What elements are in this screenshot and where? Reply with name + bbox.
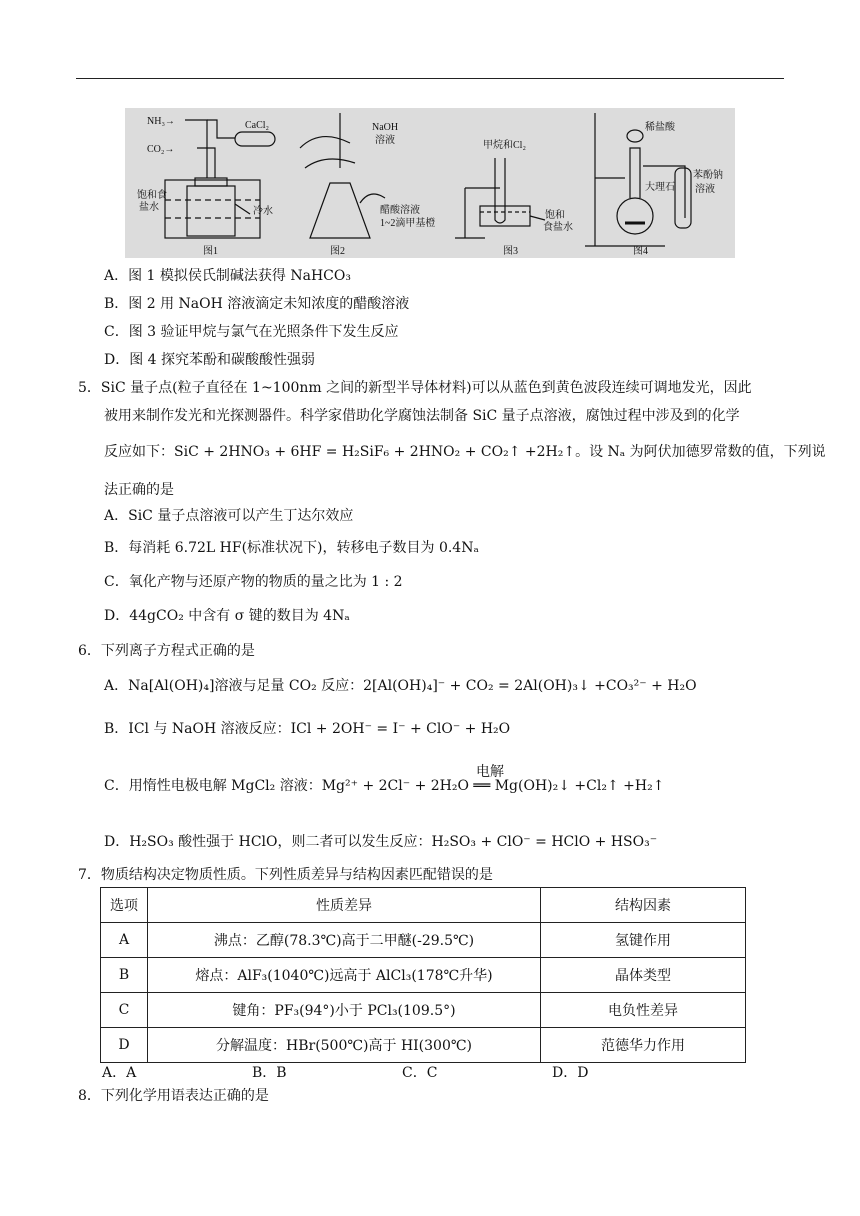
q4-option-b: B．图 2 用 NaOH 溶液滴定未知浓度的醋酸溶液: [104, 296, 410, 312]
label-methyl-orange: 1~2滴甲基橙: [380, 218, 436, 229]
q4-option-a: A．图 1 模拟侯氏制碱法获得 NaHCO₃: [104, 268, 351, 284]
table-cell: C: [101, 993, 148, 1028]
q6-option-c: C．用惰性电极电解 MgCl₂ 溶液：Mg²⁺ + 2Cl⁻ + 2H₂O ══ Mg(OH)₂↓ +Cl₂↑ +H₂↑: [104, 778, 665, 794]
label-cacl2: CaCl₂: [245, 120, 270, 131]
label-sat-brine: 食盐水: [543, 222, 573, 233]
q4-option-c: C．图 3 验证甲烷与氯气在光照条件下发生反应: [104, 324, 399, 340]
q5-option-c: C．氧化产物与还原产物的物质的量之比为 1 : 2: [104, 574, 403, 590]
q5-option-a: A．SiC 量子点溶液可以产生丁达尔效应: [104, 508, 354, 524]
q5-stem-line3: 反应如下：SiC + 2HNO₃ + 6HF = H₂SiF₆ + 2HNO₂ + CO₂↑ +2H₂↑。设 Nₐ 为阿伏加德罗常数的值，下列说: [104, 444, 826, 460]
q7-answer-options: [102, 1063, 702, 1083]
table-cell: 电负性差异: [541, 993, 746, 1028]
table-header-row: [101, 888, 746, 923]
q6-option-b: B．ICl 与 NaOH 溶液反应：ICl + 2OH⁻ = I⁻ + ClO⁻ + H₂O: [104, 721, 511, 737]
caption-fig1: 图1: [203, 246, 218, 257]
table-cell: 晶体类型: [541, 958, 746, 993]
label-nh3: NH₃→: [147, 116, 175, 127]
label-sat: 饱和: [545, 210, 565, 221]
table-cell: 范德华力作用: [541, 1028, 746, 1063]
q7-answer-c: C．C: [402, 1065, 438, 1081]
table-cell: 氢键作用: [541, 923, 746, 958]
label-cold-water: 冷水: [253, 206, 273, 217]
label-naoh-solution: 溶液: [375, 135, 395, 146]
table-cell: 熔点：AlF₃(1040℃)远高于 AlCl₃(178℃升华): [148, 958, 541, 993]
table-cell: 沸点：乙醇(78.3℃)高于二甲醚(-29.5℃): [148, 923, 541, 958]
electrolysis-label: 电解: [476, 764, 504, 780]
table-header-cell: 选项: [101, 888, 148, 923]
q8-stem: 8．下列化学用语表达正确的是: [78, 1088, 269, 1104]
table-row: [101, 1028, 746, 1063]
label-marble: 大理石: [645, 182, 675, 193]
label-methane: 甲烷和Cl₂: [483, 140, 526, 151]
table-row: [101, 993, 746, 1028]
header-rule: [76, 78, 784, 79]
label-phenol: 苯酚钠: [693, 170, 723, 181]
q6-stem: 6．下列离子方程式正确的是: [78, 643, 255, 659]
q7-answer-b: B．B: [252, 1065, 287, 1081]
label-naoh: NaOH: [372, 122, 399, 133]
label-co2: CO₂→: [147, 144, 175, 155]
table-header-cell: 性质差异: [148, 888, 541, 923]
q7-table: [100, 887, 746, 1063]
table-cell: 分解温度：HBr(500℃)高于 HI(300℃): [148, 1028, 541, 1063]
label-phenol-solution: 溶液: [695, 184, 715, 195]
label-hcl: 稀盐酸: [645, 122, 675, 133]
label-acetic: 醋酸溶液: [380, 205, 420, 216]
apparatus-illustration: [125, 108, 735, 258]
q6-option-d: D．H₂SO₃ 酸性强于 HClO，则二者可以发生反应：H₂SO₃ + ClO⁻ = HClO + HSO₃⁻: [104, 834, 658, 850]
table-cell: D: [101, 1028, 148, 1063]
q5-stem-line1: 5．SiC 量子点(粒子直径在 1~100nm 之间的新型半导体材料)可以从蓝色到黄色波段连续可调地发光，因此: [78, 380, 752, 396]
table-row: [101, 923, 746, 958]
apparatus-figure: [125, 108, 735, 258]
q5-stem-line4: 法正确的是: [104, 482, 174, 498]
caption-fig4: 图4: [633, 246, 648, 257]
table-header-cell: 结构因素: [541, 888, 746, 923]
label-brine: 饱和食: [137, 190, 167, 201]
q5-option-b: B．每消耗 6.72L HF(标准状况下)，转移电子数目为 0.4Nₐ: [104, 540, 479, 556]
caption-fig2: 图2: [330, 246, 345, 257]
q7-answer-d: D．D: [552, 1065, 589, 1081]
caption-fig3: 图3: [503, 246, 518, 257]
table-cell: B: [101, 958, 148, 993]
table-cell: 键角：PF₃(94°)小于 PCl₃(109.5°): [148, 993, 541, 1028]
q5-option-d: D．44gCO₂ 中含有 σ 键的数目为 4Nₐ: [104, 608, 350, 624]
q5-stem-line2: 被用来制作发光和光探测器件。科学家借助化学腐蚀法制备 SiC 量子点溶液，腐蚀过程中涉及到的化学: [104, 408, 740, 424]
q7-answer-a: A．A: [102, 1065, 137, 1081]
label-brine2: 盐水: [139, 202, 159, 213]
table-row: [101, 958, 746, 993]
table-cell: A: [101, 923, 148, 958]
q6-option-a: A．Na[Al(OH)₄]溶液与足量 CO₂ 反应：2[Al(OH)₄]⁻ + CO₂ = 2Al(OH)₃↓ +CO₃²⁻ + H₂O: [104, 678, 697, 694]
q7-stem: 7．物质结构决定物质性质。下列性质差异与结构因素匹配错误的是: [78, 867, 493, 883]
q4-option-d: D．图 4 探究苯酚和碳酸酸性强弱: [104, 352, 316, 368]
